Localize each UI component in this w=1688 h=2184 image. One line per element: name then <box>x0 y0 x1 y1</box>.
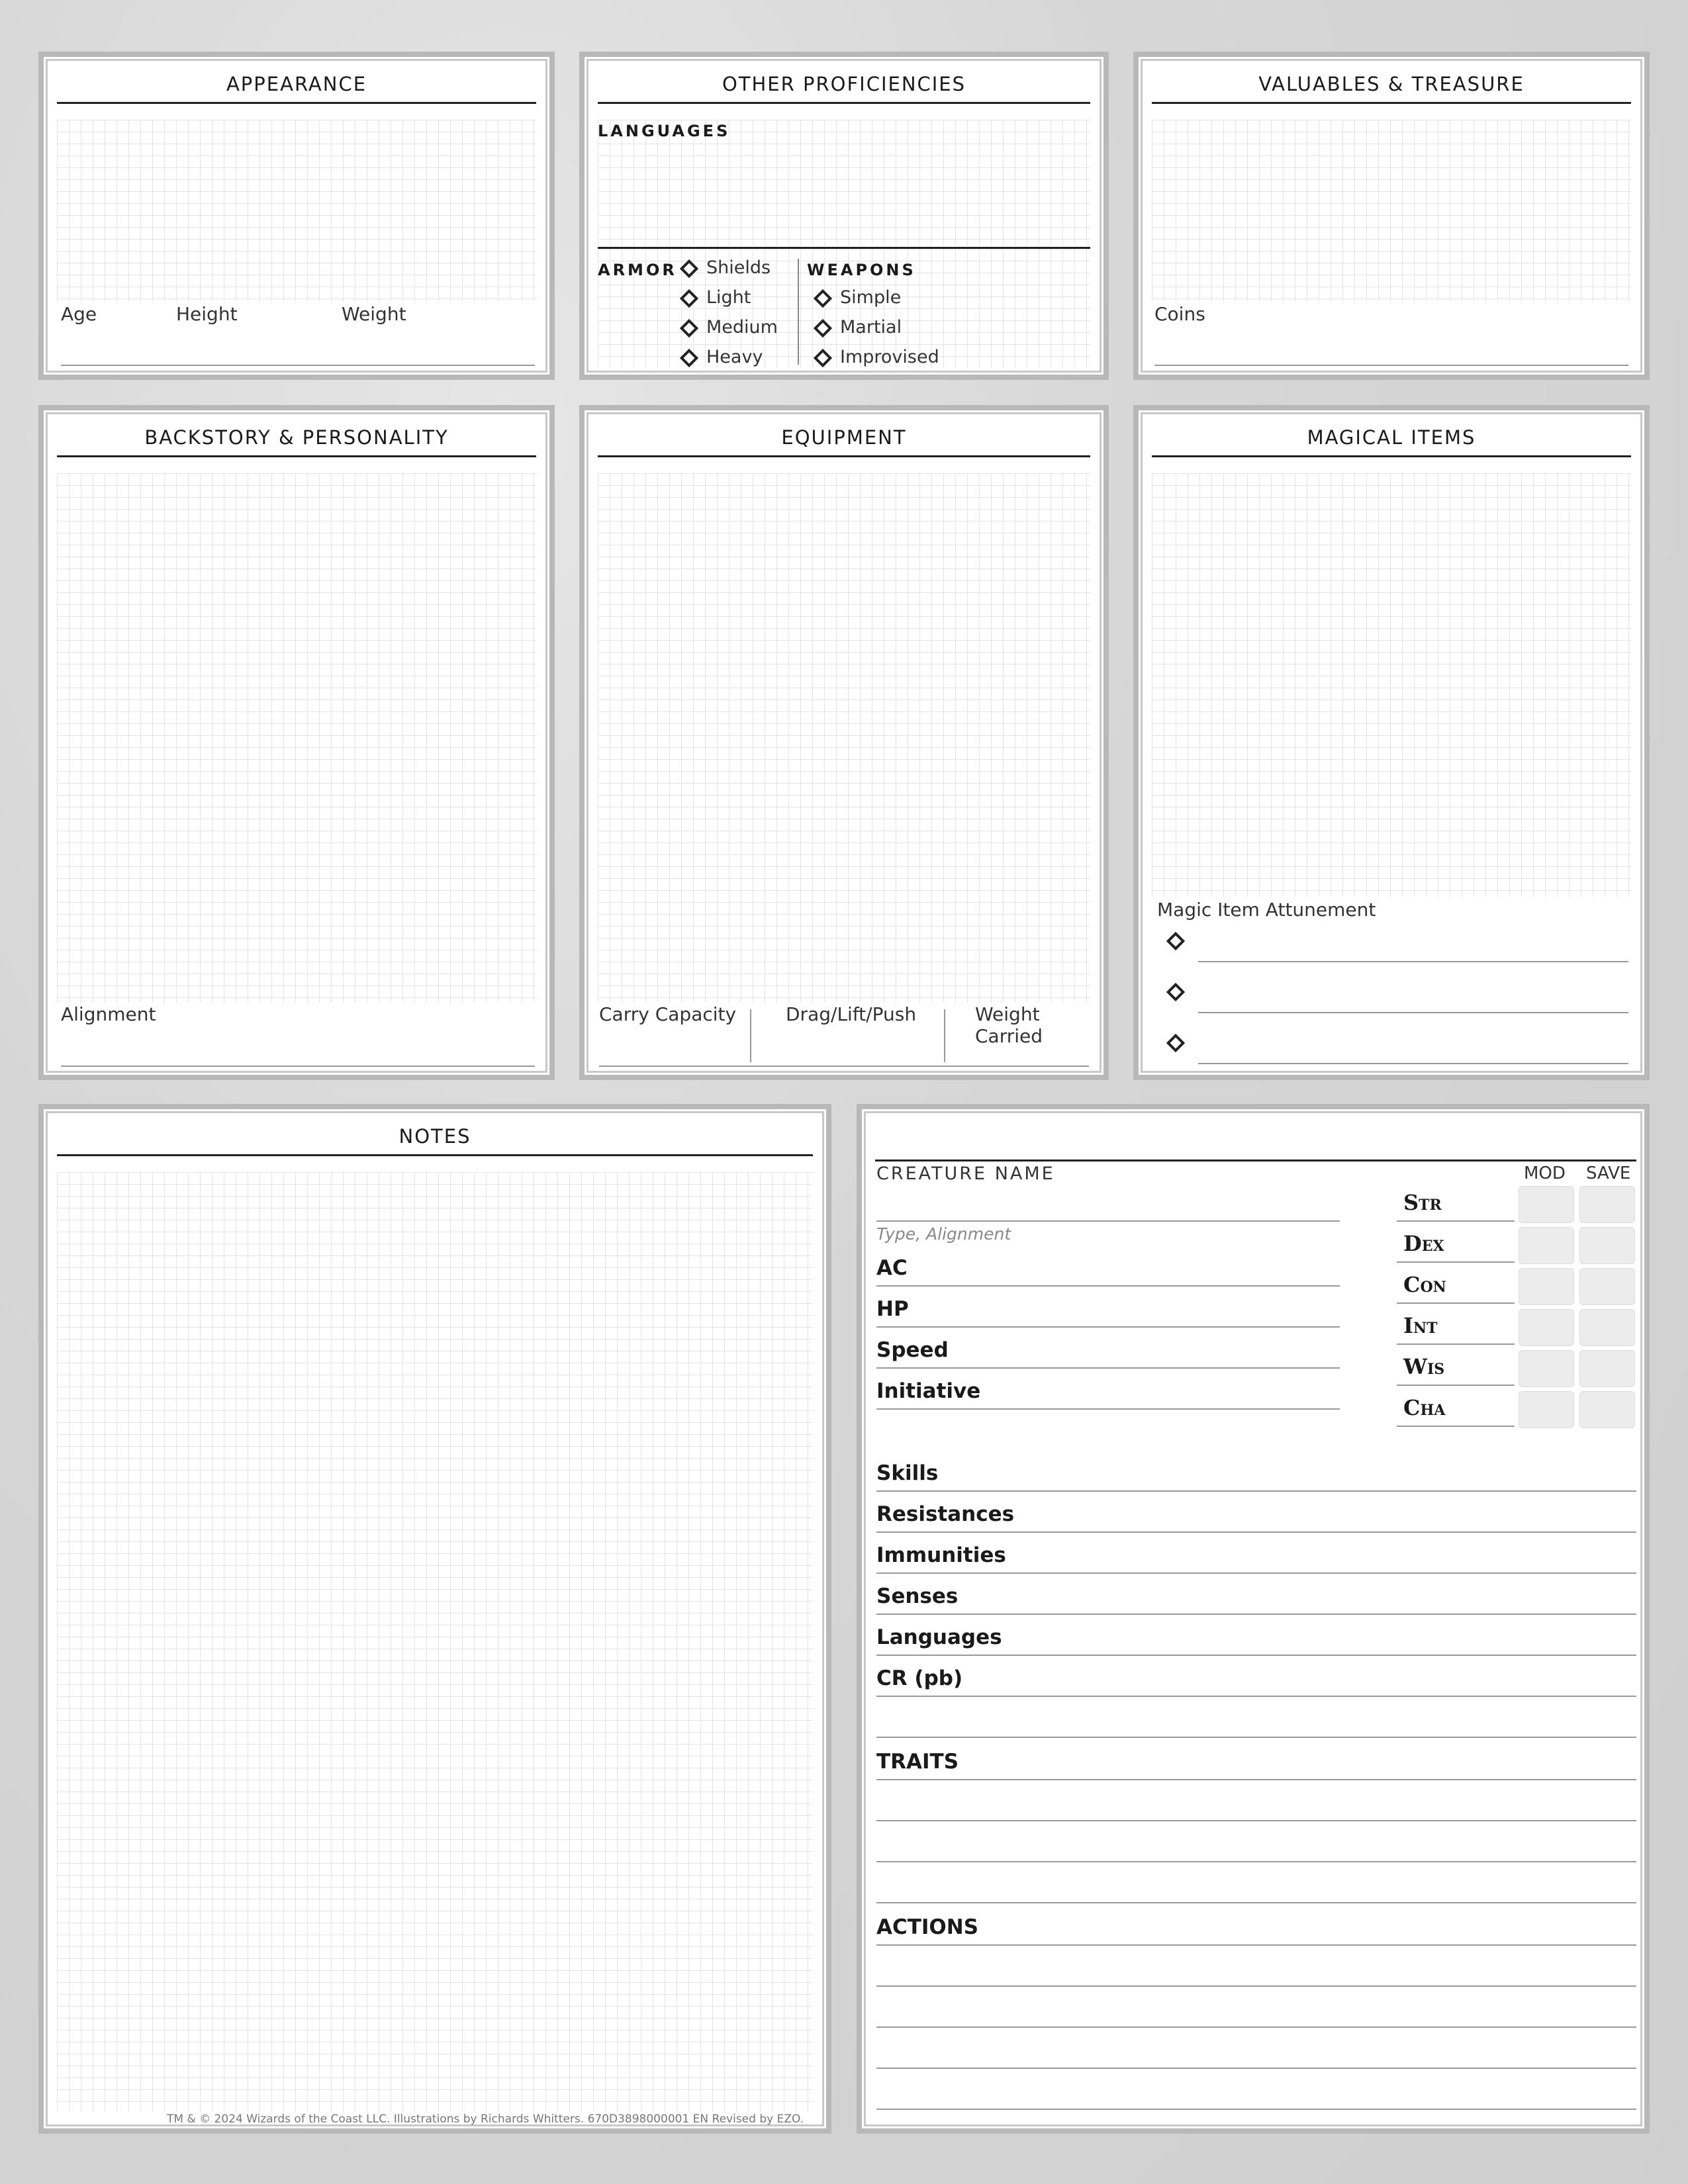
traits-line[interactable] <box>876 1820 1636 1821</box>
senses-label: Senses <box>876 1584 959 1608</box>
other-proficiencies-title: OTHER PROFICIENCIES <box>598 66 1090 104</box>
weapons-simple-label: Simple <box>840 287 902 308</box>
ability-line <box>1397 1302 1515 1304</box>
skills-label: Skills <box>876 1461 939 1485</box>
equipment-sep-1 <box>750 1009 751 1062</box>
save-header: SAVE <box>1586 1163 1631 1183</box>
str-save-box[interactable] <box>1579 1186 1635 1223</box>
backstory-panel <box>38 405 555 1080</box>
initiative-label: Initiative <box>876 1379 981 1403</box>
languages-divider <box>598 247 1090 249</box>
weapons-label: WEAPONS <box>807 261 916 279</box>
statblock-top-rule <box>875 1160 1636 1161</box>
initiative-line[interactable] <box>876 1408 1340 1410</box>
cr-label: CR (pb) <box>876 1666 963 1690</box>
copyright-footer: TM & © 2024 Wizards of the Coast LLC. Illustrations by Richards Whitters. 670D3898000001 EN Revised by EZO. <box>167 2113 804 2126</box>
hp-line[interactable] <box>876 1326 1340 1328</box>
notes-panel <box>38 1104 831 2134</box>
armor-weapons-divider <box>798 259 799 365</box>
wis-mod-box[interactable] <box>1519 1350 1574 1387</box>
weight-carried-label: Weight Carried <box>975 1003 1043 1047</box>
ability-con: Con <box>1403 1272 1446 1297</box>
statblock-panel <box>857 1104 1650 2134</box>
equipment-grid[interactable] <box>598 473 1090 1003</box>
magical-items-panel <box>1133 405 1650 1080</box>
ability-line <box>1397 1261 1515 1263</box>
armor-label: ARMOR <box>598 261 677 279</box>
actions-line[interactable] <box>876 2026 1636 2028</box>
skills-line[interactable] <box>876 1490 1636 1492</box>
alignment-line[interactable] <box>61 1066 535 1067</box>
other-proficiencies-panel <box>579 52 1109 380</box>
actions-line[interactable] <box>876 2109 1636 2110</box>
armor-shields-label: Shields <box>706 257 771 278</box>
creature-name-line[interactable] <box>876 1220 1340 1222</box>
drag-lift-push-label: Drag/Lift/Push <box>786 1003 917 1025</box>
armor-light-label: Light <box>706 287 751 308</box>
appearance-title: APPEARANCE <box>57 66 536 104</box>
height-label: Height <box>176 303 238 325</box>
ability-line <box>1397 1385 1515 1386</box>
actions-line[interactable] <box>876 2068 1636 2069</box>
immunities-label: Immunities <box>876 1543 1006 1567</box>
backstory-title: BACKSTORY & PERSONALITY <box>57 420 536 457</box>
actions-line[interactable] <box>876 1985 1636 1987</box>
weapons-martial-label: Martial <box>840 317 902 338</box>
cr-line[interactable] <box>876 1696 1636 1697</box>
actions-line[interactable] <box>876 1944 1636 1946</box>
magical-items-grid[interactable] <box>1152 473 1631 897</box>
ability-int: Int <box>1403 1313 1438 1338</box>
carry-capacity-label: Carry Capacity <box>599 1003 737 1025</box>
traits-line[interactable] <box>876 1902 1636 1903</box>
ability-cha: Cha <box>1403 1395 1446 1420</box>
traits-heading: TRAITS <box>876 1750 959 1774</box>
dex-mod-box[interactable] <box>1519 1227 1574 1264</box>
speed-label: Speed <box>876 1338 949 1362</box>
traits-line[interactable] <box>876 1861 1636 1862</box>
type-alignment-label: Type, Alignment <box>876 1224 1011 1244</box>
cha-mod-box[interactable] <box>1519 1391 1574 1428</box>
actions-heading: ACTIONS <box>876 1915 979 1939</box>
int-save-box[interactable] <box>1579 1309 1635 1346</box>
armor-medium-label: Medium <box>706 317 778 338</box>
equipment-panel <box>579 405 1109 1080</box>
cha-save-box[interactable] <box>1579 1391 1635 1428</box>
ability-dex: Dex <box>1403 1231 1444 1256</box>
ability-line <box>1397 1220 1515 1222</box>
con-mod-box[interactable] <box>1519 1268 1574 1305</box>
valuables-grid[interactable] <box>1152 120 1631 302</box>
ability-wis: Wis <box>1403 1354 1445 1379</box>
equipment-title: EQUIPMENT <box>598 420 1090 457</box>
weapons-improvised-label: Improvised <box>840 347 939 367</box>
languages-line[interactable] <box>876 1655 1636 1656</box>
notes-title: NOTES <box>57 1118 813 1156</box>
resistances-label: Resistances <box>876 1502 1015 1526</box>
ability-line <box>1397 1426 1515 1427</box>
blank-line[interactable] <box>876 1737 1636 1738</box>
weight-label: Weight <box>342 303 406 325</box>
attunement-label: Magic Item Attunement <box>1157 899 1376 921</box>
creature-name-label: CREATURE NAME <box>876 1163 1055 1184</box>
valuables-panel <box>1133 52 1650 380</box>
appearance-line[interactable] <box>61 365 535 366</box>
speed-line[interactable] <box>876 1367 1340 1369</box>
valuables-title: VALUABLES & TREASURE <box>1152 66 1631 104</box>
magical-items-title: MAGICAL ITEMS <box>1152 420 1631 457</box>
age-label: Age <box>61 303 97 325</box>
ability-str: Str <box>1403 1190 1442 1215</box>
alignment-label: Alignment <box>61 1003 156 1025</box>
equipment-line[interactable] <box>599 1066 1089 1067</box>
ac-line[interactable] <box>876 1285 1340 1287</box>
languages-label: LANGUAGES <box>598 122 731 140</box>
mod-header: MOD <box>1524 1163 1566 1183</box>
wis-save-box[interactable] <box>1579 1350 1635 1387</box>
ac-label: AC <box>876 1256 908 1280</box>
con-save-box[interactable] <box>1579 1268 1635 1305</box>
traits-line[interactable] <box>876 1779 1636 1780</box>
backstory-grid[interactable] <box>57 473 536 1003</box>
notes-grid[interactable] <box>57 1172 813 2112</box>
dex-save-box[interactable] <box>1579 1227 1635 1264</box>
languages-label: Languages <box>876 1625 1002 1649</box>
immunities-line[interactable] <box>876 1572 1636 1574</box>
armor-heavy-label: Heavy <box>706 347 763 367</box>
senses-line[interactable] <box>876 1614 1636 1615</box>
hp-label: HP <box>876 1297 909 1321</box>
resistances-line[interactable] <box>876 1531 1636 1533</box>
equipment-sep-2 <box>944 1009 945 1062</box>
coins-label: Coins <box>1154 303 1205 325</box>
coins-line[interactable] <box>1154 365 1628 366</box>
str-mod-box[interactable] <box>1519 1186 1574 1223</box>
ability-line <box>1397 1343 1515 1345</box>
appearance-grid[interactable] <box>57 120 536 302</box>
appearance-panel <box>38 52 555 380</box>
int-mod-box[interactable] <box>1519 1309 1574 1346</box>
